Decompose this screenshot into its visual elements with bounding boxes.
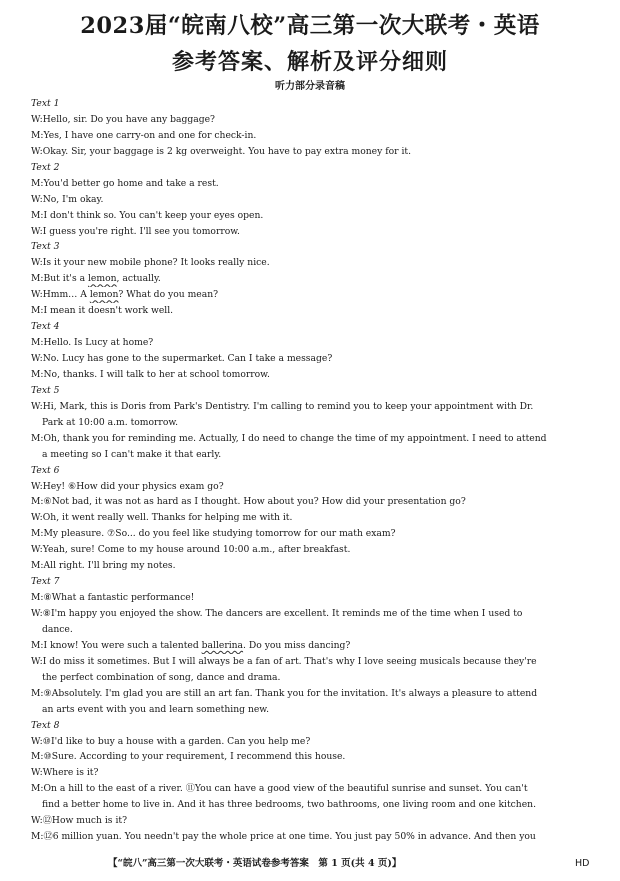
dialogue-line: W:⑩I'd like to buy a house with a garden. Can you help me? <box>31 735 311 747</box>
dialogue-line: M:My pleasure. ⑦So... do you feel like studying tomorrow for our math exam? <box>31 528 396 540</box>
underlined-word: ballerina <box>201 639 244 651</box>
dialogue-line: M:⑫6 million yuan. You needn't pay the whole price at one time. You just pay 50% in advance. And then you <box>31 831 536 843</box>
dialogue-line: M:All right. I'll bring my notes. <box>31 560 176 572</box>
dialogue-line: M:I mean it doesn't work well. <box>31 305 174 317</box>
dialogue-continuation: a meeting so I can't make it that early. <box>42 448 222 460</box>
dialogue-line: M:⑧What a fantastic performance! <box>31 592 195 604</box>
dialogue-line: M:No, thanks. I will talk to her at school tomorrow. <box>31 368 270 380</box>
dialogue-line: W:No, I'm okay. <box>31 193 104 205</box>
dialogue-line: M:I know! You were such a talented ballerina. Do you miss dancing? <box>31 639 351 651</box>
dialogue-line: W:⑫How much is it? <box>31 815 127 827</box>
dialogue-continuation: an arts event with you and learn something new. <box>42 703 269 715</box>
dialogue-continuation: find a better home to live in. And it has three bedrooms, two bathrooms, one living room and one kitchen. <box>42 799 536 811</box>
dialogue-line: W:Hey! ⑥How did your physics exam go? <box>31 480 224 492</box>
dialogue-line: W:Okay. Sir, your baggage is 2 kg overweight. You have to pay extra money for it. <box>31 145 411 157</box>
dialogue-line: M:Hello. Is Lucy at home? <box>31 337 154 349</box>
section-heading: 听力部分录音稿 <box>275 81 345 92</box>
underlined-word: lemon <box>87 273 117 285</box>
dialogue-line: W:No. Lucy has gone to the supermarket. Can I take a message? <box>31 353 333 364</box>
dialogue-line: M:I don't think so. You can't keep your eyes open. <box>31 209 264 221</box>
text-heading: Text 1 <box>31 98 60 109</box>
dialogue-line: M:⑨Absolutely. I'm glad you are still an art fan. Thank you for the invitation. It's always a pleasure to attend <box>31 687 538 699</box>
text-heading: Text 3 <box>31 241 60 253</box>
dialogue-continuation: dance. <box>42 623 73 635</box>
dialogue-line: W:Yeah, sure! Come to my house around 10:00 a.m., after breakfast. <box>31 544 351 556</box>
dialogue-line: M:⑥Not bad, it was not as hard as I thought. How about you? How did your presentation go? <box>31 496 466 508</box>
dialogue-line: W:Hello, sir. Do you have any baggage? <box>31 113 215 125</box>
dialogue-line: M:⑩Sure. According to your requirement, I recommend this house. <box>31 751 346 763</box>
dialogue-line: M:But it's a lemon, actually. <box>31 273 161 285</box>
dialogue-continuation: Park at 10:00 a.m. tomorrow. <box>42 416 179 428</box>
dialogue-line: M:Oh, thank you for reminding me. Actually, I do need to change the time of my appointment. I need to attend <box>31 432 547 444</box>
underlined-word: lemon <box>89 289 119 301</box>
dialogue-line: M:Yes, I have one carry-on and one for check-in. <box>31 129 257 141</box>
text-heading: Text 5 <box>31 384 60 396</box>
dialogue-line: W:Is it your new mobile phone? It looks really nice. <box>31 257 270 269</box>
document-title: 2023届“皖南八校”高三第一次大联考・英语 <box>80 13 540 39</box>
dialogue-line: W:Where is it? <box>31 767 99 779</box>
dialogue-line: W:I guess you're right. I'll see you tomorrow. <box>31 225 240 237</box>
page-footer: 【“皖八”高三第一次大联考・英语试卷参考答案 第 1 页(共 4 页)】 <box>108 858 402 869</box>
text-heading: Text 8 <box>31 719 60 731</box>
text-heading: Text 2 <box>31 161 60 173</box>
dialogue-line: W:⑧I'm happy you enjoyed the show. The dancers are excellent. It reminds me of the time when I used to <box>31 608 523 619</box>
dialogue-line: M:On a hill to the east of a river. ⑪You can have a good view of the beautiful sunrise and sunset. You can't <box>31 783 528 795</box>
dialogue-line: W:Oh, it went really well. Thanks for helping me with it. <box>31 512 293 524</box>
text-heading: Text 6 <box>31 464 60 476</box>
document-subtitle: 参考答案、解析及评分细则 <box>171 49 448 75</box>
transcript-body <box>31 96 597 845</box>
text-heading: Text 4 <box>31 321 60 333</box>
dialogue-continuation: the perfect combination of song, dance and drama. <box>42 671 281 683</box>
dialogue-line: W:Hi, Mark, this is Doris from Park's Dentistry. I'm calling to remind you to keep your appointment with Dr. <box>31 400 534 412</box>
dialogue-line: M:You'd better go home and take a rest. <box>31 177 219 189</box>
footer-code: HD <box>575 858 590 869</box>
dialogue-line: W:Hmm… A lemon? What do you mean? <box>31 289 219 301</box>
dialogue-line: W:I do miss it sometimes. But I will always be a fan of art. That's why I love seeing musicals because they're <box>31 655 537 667</box>
text-heading: Text 7 <box>31 576 60 588</box>
